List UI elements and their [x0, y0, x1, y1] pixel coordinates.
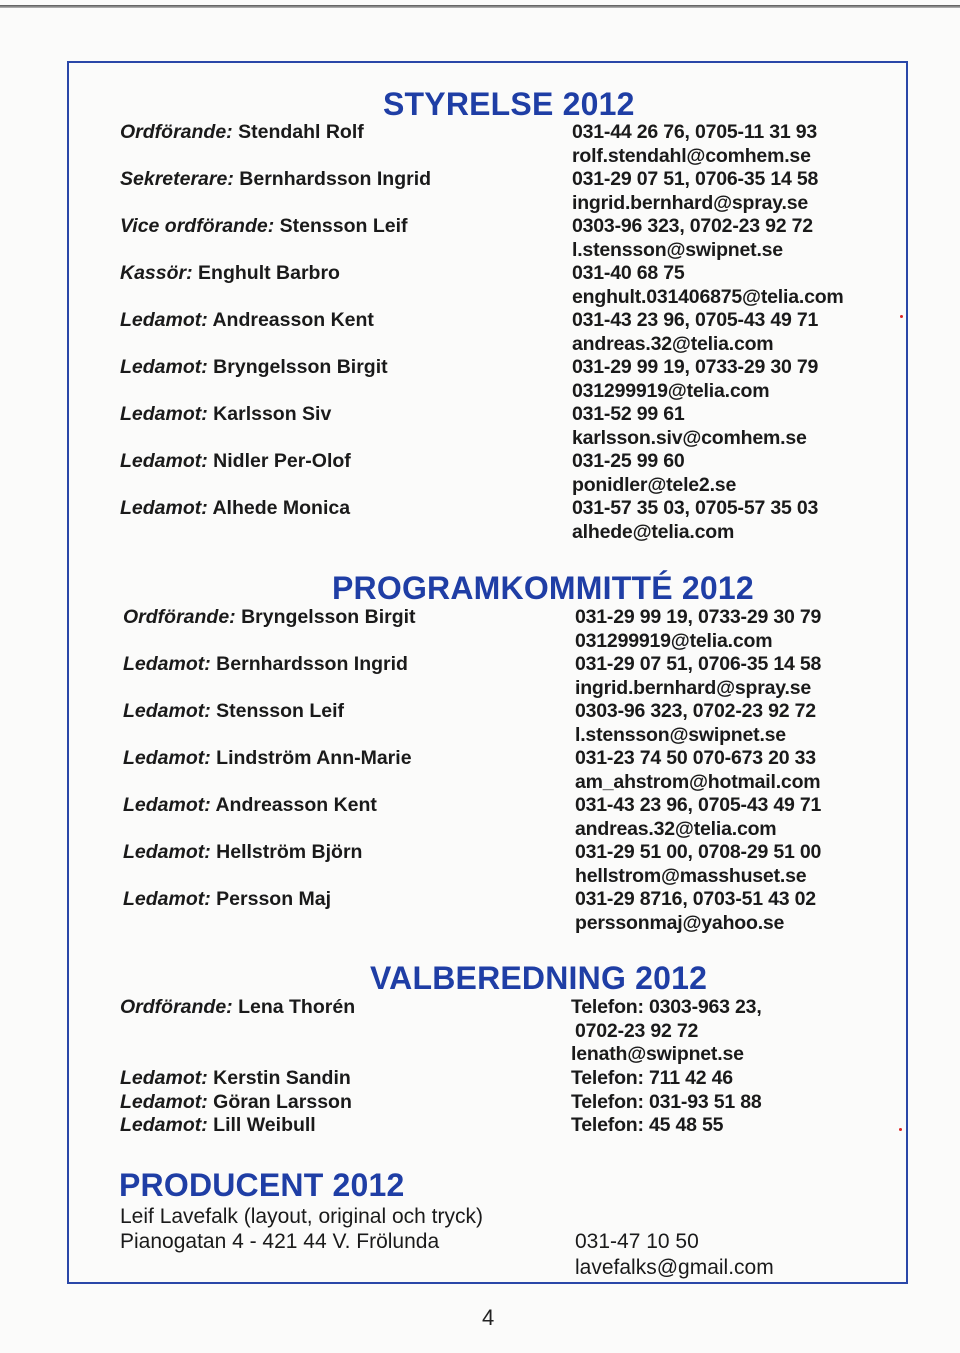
member-email: karlsson.siv@comhem.se [572, 426, 807, 449]
member-entry [123, 841, 362, 864]
member-email: ingrid.bernhard@spray.se [575, 676, 811, 699]
member-phone: 031-43 23 96, 0705-43 49 71 [575, 794, 822, 816]
member-role: Kassör: [120, 262, 193, 284]
member-role: Ledamot: [120, 356, 208, 378]
member-name: Bernhardsson Ingrid [239, 168, 432, 190]
member-email: andreas.32@telia.com [572, 332, 774, 355]
member-email: l.stensson@swipnet.se [575, 723, 786, 746]
member-email: lenath@swipnet.se [571, 1043, 744, 1065]
member-role: Ledamot: [123, 888, 211, 910]
member-phone: 031-29 07 51, 0706-35 14 58 [572, 168, 819, 190]
member-role: Ledamot: [123, 700, 211, 722]
member-role: Ledamot: [120, 1114, 208, 1136]
member-role: Ledamot: [120, 1091, 208, 1113]
member-name: Andreasson Kent [215, 794, 377, 816]
member-email: am_ahstrom@hotmail.com [575, 770, 821, 793]
member-name: Bryngelsson Birgit [241, 606, 416, 628]
producent-address: Pianogatan 4 - 421 44 V. Frölunda [120, 1230, 440, 1253]
member-entry [120, 262, 340, 285]
member-entry [123, 888, 331, 911]
member-phone: 0303-96 323, 0702-23 92 72 [575, 700, 816, 722]
member-email: 031299919@telia.com [575, 629, 773, 652]
member-name: Persson Maj [216, 888, 332, 910]
member-role: Ledamot: [120, 497, 208, 519]
valberedning-chair [120, 996, 355, 1019]
member-entry [123, 606, 416, 629]
member-phone: 031-29 51 00, 0708-29 51 00 [575, 841, 822, 863]
member-name: Stensson Leif [216, 700, 345, 722]
member-entry [120, 215, 408, 238]
member-phone: Telefon: 711 42 46 [571, 1067, 733, 1089]
member-phone: 031-43 23 96, 0705-43 49 71 [572, 309, 819, 331]
producent-phone: 031-47 10 50 [575, 1230, 699, 1253]
member-role: Sekreterare: [120, 168, 234, 190]
member-email: perssonmaj@yahoo.se [575, 911, 785, 934]
valberedning-member [120, 1091, 352, 1114]
member-email: ingrid.bernhard@spray.se [572, 191, 808, 214]
member-phone: Telefon: 031-93 51 88 [571, 1091, 762, 1113]
member-role: Ledamot: [120, 309, 208, 331]
member-role: Vice ordförande: [120, 215, 275, 237]
member-role: Ledamot: [120, 1067, 208, 1089]
member-entry [120, 497, 350, 520]
member-entry [120, 403, 331, 426]
member-email: 031299919@telia.com [572, 379, 770, 402]
valberedning-member [120, 1067, 351, 1090]
member-role: Ordförande: [120, 996, 233, 1018]
member-name: Lill Weibull [213, 1114, 316, 1136]
member-email: rolf.stendahl@comhem.se [572, 144, 811, 167]
member-entry [120, 309, 374, 332]
member-phone: 0702-23 92 72 [575, 1020, 699, 1042]
member-role: Ledamot: [123, 747, 211, 769]
member-email: enghult.031406875@telia.com [572, 285, 844, 308]
member-email: andreas.32@telia.com [575, 817, 777, 840]
member-name: Nidler Per-Olof [213, 450, 351, 472]
member-phone: 031-52 99 61 [572, 403, 685, 425]
member-name: Bryngelsson Birgit [213, 356, 388, 378]
member-email: hellstrom@masshuset.se [575, 864, 807, 887]
member-entry [123, 794, 377, 817]
styrelse-heading: STYRELSE 2012 [383, 86, 635, 122]
member-email: alhede@telia.com [572, 520, 735, 543]
member-name: Enghult Barbro [198, 262, 340, 284]
member-role: Ordförande: [120, 121, 233, 143]
member-name: Hellström Björn [216, 841, 363, 863]
member-role: Ledamot: [123, 841, 211, 863]
member-entry [123, 700, 344, 723]
producent-email: lavefalks@gmail.com [575, 1256, 774, 1279]
member-name: Lena Thorén [238, 996, 356, 1018]
page-top-rule [0, 5, 960, 8]
member-name: Stendahl Rolf [238, 121, 364, 143]
member-entry [120, 121, 364, 144]
producent-name: Leif Lavefalk (layout, original och tryck) [120, 1205, 483, 1228]
member-phone: 031-29 07 51, 0706-35 14 58 [575, 653, 822, 675]
member-role: Ledamot: [120, 403, 208, 425]
producent-heading: PRODUCENT 2012 [119, 1167, 405, 1203]
speck-mark [900, 315, 903, 318]
member-role: Ledamot: [123, 794, 211, 816]
member-entry [120, 168, 431, 191]
member-name: Karlsson Siv [213, 403, 332, 425]
member-phone: 031-29 8716, 0703-51 43 02 [575, 888, 816, 910]
member-name: Andreasson Kent [212, 309, 374, 331]
member-entry [123, 653, 408, 676]
member-name: Stensson Leif [279, 215, 408, 237]
member-name: Lindström Ann-Marie [216, 747, 412, 769]
member-phone: 031-57 35 03, 0705-57 35 03 [572, 497, 819, 519]
member-entry [123, 747, 412, 770]
member-phone: Telefon: 45 48 55 [571, 1114, 724, 1136]
member-phone: Telefon: 0303-963 23, [571, 996, 762, 1018]
speck-mark [899, 1128, 902, 1131]
member-email: l.stensson@swipnet.se [572, 238, 783, 261]
member-entry [120, 450, 351, 473]
member-phone: 031-25 99 60 [572, 450, 685, 472]
member-phone: 0303-96 323, 0702-23 92 72 [572, 215, 813, 237]
member-name: Göran Larsson [213, 1091, 352, 1113]
programkommitte-heading: PROGRAMKOMMITTÉ 2012 [332, 570, 754, 606]
member-name: Bernhardsson Ingrid [216, 653, 408, 675]
member-phone: 031-40 68 75 [572, 262, 685, 284]
page-number: 4 [482, 1305, 495, 1330]
member-phone: 031-29 99 19, 0733-29 30 79 [575, 606, 822, 628]
member-phone: 031-29 99 19, 0733-29 30 79 [572, 356, 819, 378]
member-role: Ledamot: [120, 450, 208, 472]
member-name: Alhede Monica [212, 497, 351, 519]
valberedning-member [120, 1114, 316, 1137]
valberedning-heading: VALBEREDNING 2012 [370, 960, 708, 996]
member-role: Ledamot: [123, 653, 211, 675]
member-entry [120, 356, 388, 379]
member-name: Kerstin Sandin [213, 1067, 351, 1089]
member-phone: 031-23 74 50 070-673 20 33 [575, 747, 816, 769]
member-phone: 031-44 26 76, 0705-11 31 93 [572, 121, 818, 143]
member-role: Ordförande: [123, 606, 236, 628]
member-email: ponidler@tele2.se [572, 473, 737, 496]
